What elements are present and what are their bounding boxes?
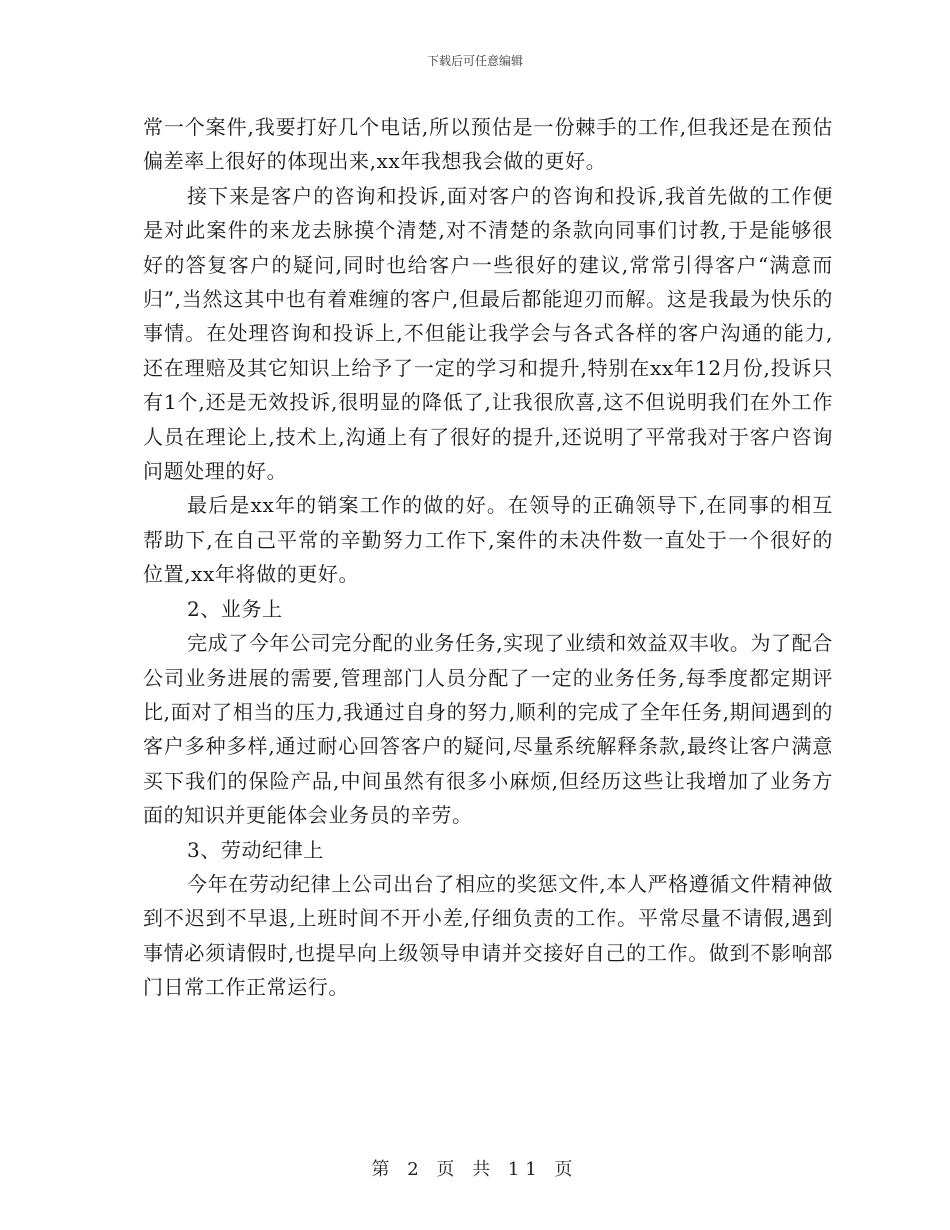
document-body	[143, 110, 833, 1005]
paragraph-consulting-complaints: 接下来是客户的咨询和投诉,面对客户的咨询和投诉,我首先做的工作便是对此案件的来龙去脉摸个清楚,对不清楚的条款向同事们讨教,于是能够很好的答复客户的疑问,同时也给客户一些很好的建议,常常引得客户“满意而归”,当然这其中也有着难缠的客户,但最后都能迎刃而解。这是我最为快乐的事情。在处理咨询和投诉上,不但能让我学会与各式各样的客户沟通的能力,还在理赔及其它知识上给予了一定的学习和提升,特别在xx年12月份,投诉只有1个,还是无效投诉,很明显的降低了,让我很欣喜,这不但说明我们在外工作人员在理论上,技术上,沟通上有了很好的提升,还说明了平常我对于客户咨询问题处理的好。	[143, 183, 833, 484]
page-number: 第 2 页 共 11 页	[371, 1159, 579, 1180]
paragraph-discipline: 今年在劳动纪律上公司出台了相应的奖惩文件,本人严格遵循文件精神做到不迟到不早退,上班时间不开小差,仔细负责的工作。平常尽量不请假,遇到事情必须请假时,也提早向上级领导申请并交接好自己的工作。做到不影响部门日常工作正常运行。	[143, 871, 833, 1000]
paragraph-case-estimate: 常一个案件,我要打好几个电话,所以预估是一份棘手的工作,但我还是在预估偏差率上很好的体现出来,xx年我想我会做的更好。	[143, 115, 833, 174]
paragraph-case-closing: 最后是xx年的销案工作的做的好。在领导的正确领导下,在同事的相互帮助下,在自己平常的辛勤努力工作下,案件的未决件数一直处于一个很好的位置,xx年将做的更好。	[143, 493, 833, 587]
section-heading-discipline: 3、劳动纪律上	[187, 837, 324, 862]
paragraph-business: 完成了今年公司完分配的业务任务,实现了业绩和效益双丰收。为了配合公司业务进展的需要,管理部门人员分配了一定的业务任务,每季度都定期评比,面对了相当的压力,我通过自身的努力,顺利的完成了全年任务,期间遇到的客户多种多样,通过耐心回答客户的疑问,尽量系统解释条款,最终让客户满意买下我们的保险产品,中间虽然有很多小麻烦,但经历这些让我增加了业务方面的知识并更能体会业务员的辛劳。	[143, 631, 833, 828]
section-heading-business: 2、业务上	[187, 596, 283, 621]
page-header-note: 下载后可任意编辑	[426, 54, 523, 68]
